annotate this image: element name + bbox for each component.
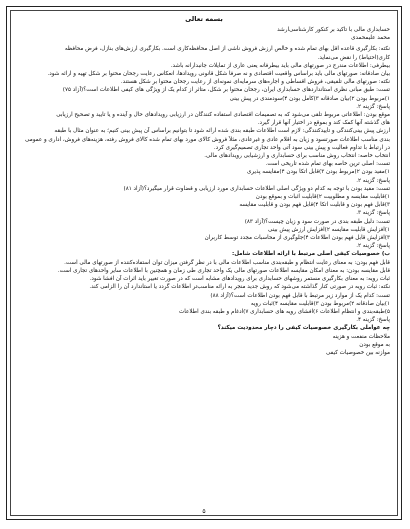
text-line: های گذشته آنها کمک کند و بموقع در اختیار آنها قرار گیرد.: [257, 120, 390, 127]
document-body: [10, 10, 398, 516]
text-line: ب) خصوصیات کیفی اصلی مرتبط با ارائه اطلاعات شامل:: [231, 251, 390, 258]
text-line: به موقع بودن: [359, 341, 390, 348]
text-line: قابل مقایسه بودن: به معنای امکان مقایسه اطلاعات صورتهای مالی یک واحد تجاری طی زمان و همچنین با اطلاعات سایر واحدهای تجاری است.: [57, 267, 390, 274]
text-line: ۱)افزایش قابلیت مقایسه ۲)افزایش ارزش پیش بینی: [268, 226, 390, 233]
text-line: تست: دلیل طبقه بندی در صورت سود و زیان چیست؟(آزاد ۸۳): [244, 218, 390, 225]
text-line: موقع بودن: اطلاعاتی مربوط تلقی می‌شود که به تصمیمات اقتصادی استفاده کنندگان در ارزیابی رویدادهای حال و آینده و یا تایید و تصحیح ارزیابی: [56, 112, 390, 119]
text-line: بیان صادقانه: صورتهای مالی باید براساس واقعیت اقتصادی و نه صرفا شکل قانونی رویدادها، انعکاس رعایت رجحان محتوا بر شکل تهیه و ارائه شود.: [47, 71, 390, 78]
text-line: نکته: صورتهای مالی تلفیقی، فروش اقساطی و اجاره‌های سرمایه‌ای نمونه‌ای از رعایت رجحان محتوا بر شکل هستند.: [120, 79, 390, 86]
text-line: انتخاب خاصه: انتخاب روش مناسب برای حسابداری و ارزشیابی رویدادهای مالی.: [204, 153, 390, 160]
text-line: کاری(احتیاط) را نقض می‌نماید.: [317, 54, 390, 61]
document-title: بسمه تعالی: [185, 15, 223, 23]
text-line: پاسخ: گزینه ۳.: [356, 210, 390, 217]
text-line: ثبات رویه: به معنای بکارگیری مستمر روشهای حسابداری برای رویدادهای مشابه است که در صورت تغییر باید اثرات آن افشا شود.: [89, 276, 390, 283]
text-line: نکته: ثبات رویه در صورتی کنار گذاشته می‌شود که روش جدید منجر به ارائه مناسب‌تر اطلاعات گردد یا استاندارد آن را الزامی کند.: [89, 284, 390, 291]
text-line: ۱)مربوط بودن ۲)بیان صادقانه ۳)کامل بودن ۴)سودمندی در پیش بینی: [229, 95, 390, 102]
text-line: ۵)طبقه‌بندی و انتظام اطلاعات ۶)افشای رویه های حسابداری ۷)ادغام و طبقه بندی اطلاعات: [179, 308, 390, 315]
text-line: ۱)مفید بودن ۲)مربوط بودن ۳)قابل اتکا بودن ۴)مقایسه پذیری: [247, 169, 390, 176]
text-line: بندی مناسب اطلاعات صورتسود و زیان به اقلام عادی و غیرعادی، مثلاً فروش کالای مورد بهای تمام شده کالای فروش رفته، هزینه‌های فروش، اداری و عمومی: [25, 136, 390, 143]
text-line: موازنه بین خصوصیات کیفی: [326, 349, 390, 356]
text-line: تست: اصلی ترین خاصه بهای تمام شده تاریخی است.: [265, 161, 390, 168]
document-author: محمد علیمحمدی: [351, 35, 390, 42]
text-line: در ارتباط با تداوم فعالیت و پیش بینی سود آتی واحد تجاری تصمیم‌گیری کرد.: [213, 144, 390, 151]
text-line: پاسخ: گزینه ۲.: [356, 243, 390, 250]
text-line: ۳)قابل فهم بودن و قابلیت اتکا ۴)قابل فهم بودن و قابلیت مقایسه: [239, 202, 390, 209]
text-line: تست: طبق مبانی نظری استانداردهای حسابداری ایران، رجحان محتوا بر شکل، متاثر از کدام یک از ویژگی های کیفی اطلاعات است؟(آزاد ۷۵): [62, 87, 390, 94]
page-number: ۵: [202, 508, 206, 515]
text-line: نکته: بکارگیری قاعده اقل بهای تمام شده و خالص ارزش فروش ناشی از اصل محافظه‌کاری است. بکارگیری ارزش‌های بنازل، فرض محافظه: [64, 46, 390, 53]
text-line: پاسخ: گزینه ۲.: [356, 177, 390, 184]
text-line: ارزش پیش بینی‌کنندگی و تأییدکنندگی: لازم است اطلاعات طبقه بندی شده ارائه شود تا بتوانیم براساس آن پیش بینی کنیم؛ به عنوان مثال با طبقه: [54, 128, 390, 135]
text-line: ۱)قابلیت مقایسه و مطلوبیت ۲)قابلیت اثبات و بموقع بودن: [255, 194, 390, 201]
text-line: قابل فهم بودن: به معنای رعایت انتظام و طبقه‌بندی مناسب اطلاعات مالی با در نظر گرفتن میزان توان استفاده‌کننده از صورتهای مالی است.: [64, 259, 390, 266]
text-line: بیطرفی: اطلاعات مندرج در صورتهای مالی باید بیطرفانه یعنی عاری از تمایلات جانبدارانه باشد.: [170, 62, 390, 69]
text-line: پاسخ: گزینه ۴.: [356, 317, 390, 324]
text-line: چه عواملی بکارگیری خصوصیات کیفی را دچار محدودیت میکند؟: [217, 325, 390, 332]
text-line: ۳)افزایش قابل فهم بودن اطلاعات ۴)جلوگیری از محاسبات مجدد توسط کاربران: [204, 235, 390, 242]
text-lines: [18, 45, 390, 357]
text-line: تست: مفید بودن با توجه به کدام دو ویژگی اصلی اطلاعات حسابداری مورد ارزیابی و قضاوت قرار میگیرد؟(آزاد ۸۱): [123, 185, 390, 192]
text-line: ۱)بیان صادقانه ۲)مربوط بودن ۳)قابلیت مقایسه ۴)ثبات رویه: [250, 300, 390, 307]
document-page: [6, 6, 402, 520]
document-subtitle: حسابداری مالی با تاکید بر کنکور کارشناسی‌ارشد: [277, 27, 390, 33]
text-line: پاسخ: گزینه ۲.: [356, 103, 390, 110]
text-line: تست: کدام یک از موارد زیر مرتبط با قابل فهم بودن اطلاعات است؟(آزاد ۸۸): [210, 292, 390, 299]
text-line: ملاحظات منفعت و هزینه: [332, 333, 390, 340]
